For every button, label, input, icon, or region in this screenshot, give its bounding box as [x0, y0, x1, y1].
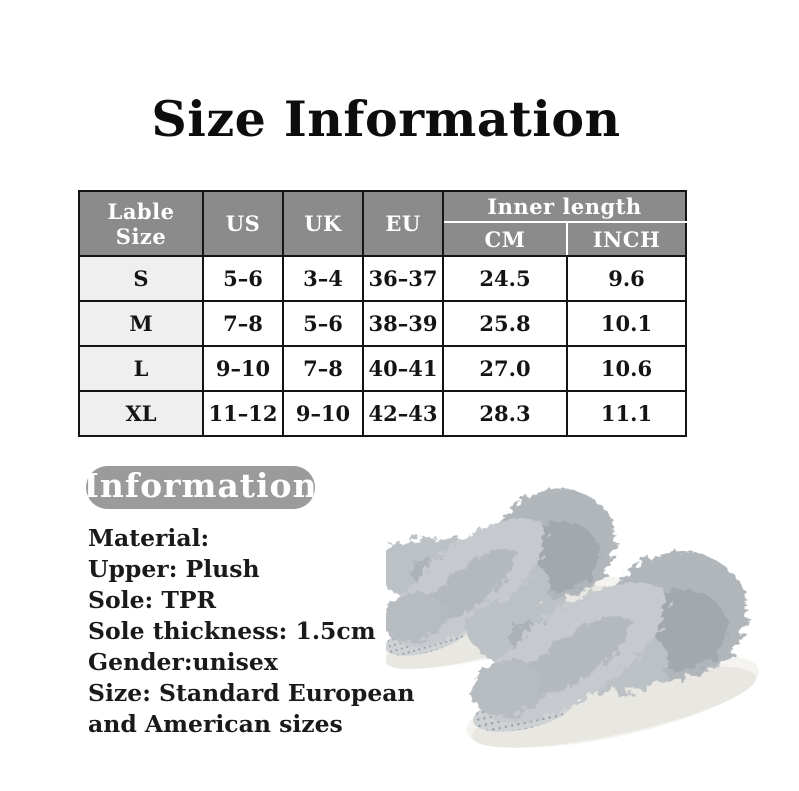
- table-cell: 9.6: [567, 256, 686, 301]
- table-cell: 42–43: [363, 391, 443, 436]
- page-title: Size Information: [151, 90, 621, 148]
- information-heading-pill: [83, 466, 318, 509]
- table-cell: 5–6: [203, 256, 283, 301]
- table-cell: 27.0: [443, 346, 567, 391]
- table-cell: 11.1: [567, 391, 686, 436]
- product-image-slippers: [386, 474, 796, 786]
- table-cell: 3–4: [283, 256, 363, 301]
- table-cell: 9–10: [203, 346, 283, 391]
- info-line-sole-thickness: Sole thickness: 1.5cm: [88, 617, 376, 645]
- table-cell: 40–41: [363, 346, 443, 391]
- info-line-material: Material:: [88, 524, 210, 552]
- col-header-eu: EU: [363, 191, 443, 256]
- table-row-xl: [79, 391, 686, 436]
- table-cell: 9–10: [283, 391, 363, 436]
- col-header-label-size: Lable Size: [79, 191, 203, 256]
- info-line-size-1: Size: Standard European: [88, 679, 415, 707]
- table-cell: 10.1: [567, 301, 686, 346]
- information-heading: Information: [83, 466, 318, 505]
- table-cell: 5–6: [283, 301, 363, 346]
- table-cell: 7–8: [203, 301, 283, 346]
- table-cell: 25.8: [443, 301, 567, 346]
- table-cell: 11–12: [203, 391, 283, 436]
- table-header-row: [79, 191, 686, 222]
- table-row-m: [79, 301, 686, 346]
- col-header-uk: UK: [283, 191, 363, 256]
- col-header-inner-length: Inner length: [443, 191, 686, 222]
- info-line-size-2: and American sizes: [88, 710, 343, 738]
- table-row-s: [79, 256, 686, 301]
- row-label: S: [79, 256, 203, 301]
- table-cell: 36–37: [363, 256, 443, 301]
- size-table: [78, 190, 687, 437]
- table-cell: 10.6: [567, 346, 686, 391]
- col-header-inch: INCH: [567, 222, 686, 256]
- table-row-l: [79, 346, 686, 391]
- table-cell: 28.3: [443, 391, 567, 436]
- table-cell: 7–8: [283, 346, 363, 391]
- product-information-text: [88, 523, 415, 740]
- table-cell: 24.5: [443, 256, 567, 301]
- col-header-cm: CM: [443, 222, 567, 256]
- table-cell: 38–39: [363, 301, 443, 346]
- info-line-gender: Gender:unisex: [88, 648, 278, 676]
- row-label: XL: [79, 391, 203, 436]
- info-line-upper: Upper: Plush: [88, 555, 260, 583]
- row-label: M: [79, 301, 203, 346]
- info-line-sole: Sole: TPR: [88, 586, 217, 614]
- row-label: L: [79, 346, 203, 391]
- col-header-us: US: [203, 191, 283, 256]
